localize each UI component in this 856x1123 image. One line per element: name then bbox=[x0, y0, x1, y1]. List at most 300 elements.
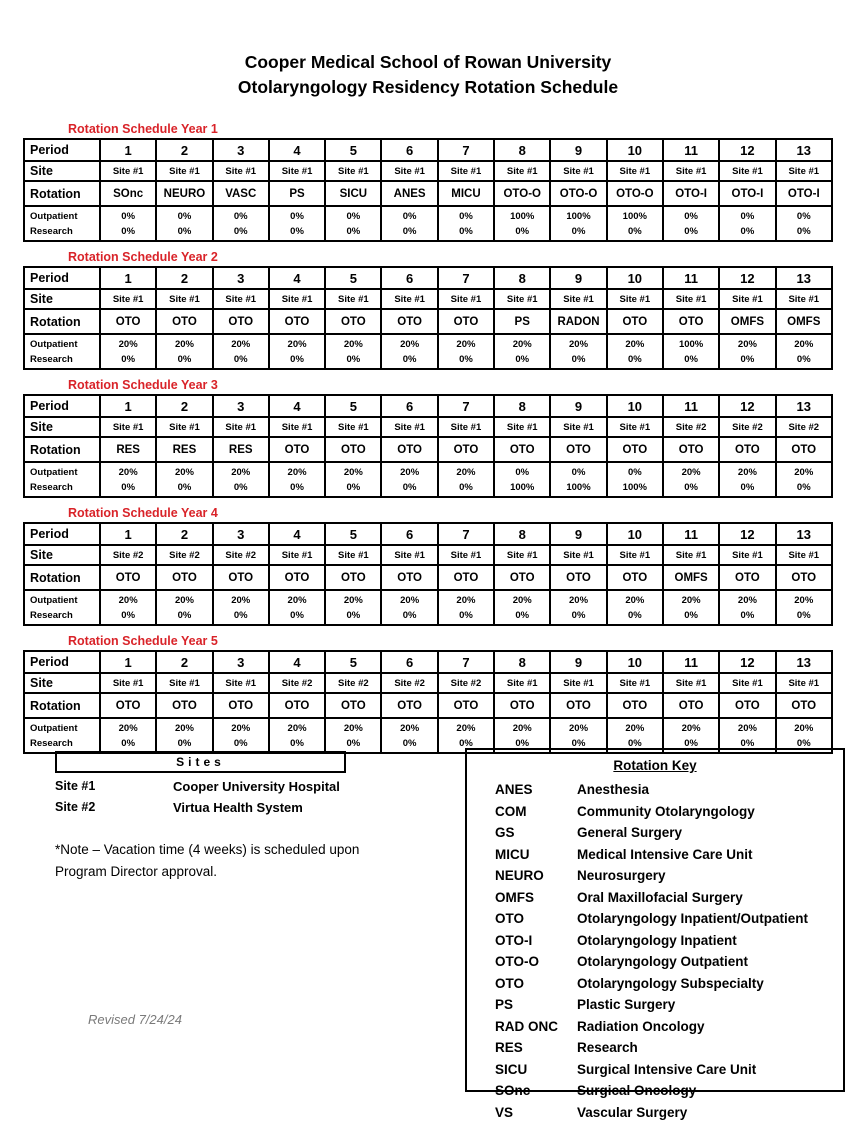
rotation-cell: OTO bbox=[776, 565, 832, 590]
site-cell: Site #1 bbox=[607, 673, 663, 693]
rotation-cell: RADON bbox=[550, 309, 606, 334]
rotation-cell: NEURO bbox=[156, 181, 212, 206]
site-cell: Site #1 bbox=[776, 161, 832, 181]
rotation-label: Rotation bbox=[24, 437, 100, 462]
period-label: Period bbox=[24, 395, 100, 417]
period-cell: 3 bbox=[213, 139, 269, 161]
percent-cell: 20% 0% bbox=[663, 590, 719, 625]
sites-section bbox=[55, 751, 395, 883]
site-cell: Site #2 bbox=[269, 673, 325, 693]
rotation-key-abbr: ANES bbox=[495, 779, 577, 801]
rotation-schedule-year-2-table bbox=[23, 266, 833, 370]
rotation-key-desc: Radiation Oncology bbox=[577, 1016, 705, 1038]
site-cell: Site #1 bbox=[381, 545, 437, 565]
percent-cell: 20% 0% bbox=[494, 718, 550, 753]
rotation-schedule-year-3-section bbox=[23, 378, 833, 498]
period-cell: 8 bbox=[494, 651, 550, 673]
site-cell: Site #1 bbox=[550, 161, 606, 181]
site-cell: Site #1 bbox=[663, 545, 719, 565]
rotation-key-entry bbox=[495, 994, 843, 1016]
rotation-schedule-year-2-section bbox=[23, 250, 833, 370]
rotation-key-desc: Anesthesia bbox=[577, 779, 649, 801]
site-cell: Site #1 bbox=[494, 417, 550, 437]
site-cell: Site #1 bbox=[100, 289, 156, 309]
period-cell: 2 bbox=[156, 139, 212, 161]
period-cell: 4 bbox=[269, 139, 325, 161]
rotation-key-abbr: OTO bbox=[495, 908, 577, 930]
site-cell: Site #2 bbox=[156, 545, 212, 565]
percent-cell: 0% 0% bbox=[213, 206, 269, 241]
site-cell: Site #1 bbox=[325, 289, 381, 309]
period-cell: 6 bbox=[381, 523, 437, 545]
rotation-key-entry bbox=[495, 887, 843, 909]
percent-cell: 20% 0% bbox=[325, 590, 381, 625]
percent-cell: 20% 0% bbox=[269, 334, 325, 369]
rotation-key-abbr: RAD ONC bbox=[495, 1016, 577, 1038]
rotation-key-desc: Plastic Surgery bbox=[577, 994, 675, 1016]
sites-list bbox=[55, 779, 395, 815]
period-cell: 4 bbox=[269, 523, 325, 545]
sites-box-header: Sites bbox=[55, 751, 346, 773]
rotation-key-entry bbox=[495, 1016, 843, 1038]
percent-cell: 20% 0% bbox=[269, 718, 325, 753]
rotation-key-entry bbox=[495, 1080, 843, 1102]
outpatient-research-label: Outpatient Research bbox=[24, 462, 100, 497]
vacation-note: *Note – Vacation time (4 weeks) is scheduled upon Program Director approval. bbox=[55, 839, 365, 883]
rotation-key-desc: Otolaryngology Subspecialty bbox=[577, 973, 764, 995]
period-label: Period bbox=[24, 651, 100, 673]
period-cell: 9 bbox=[550, 267, 606, 289]
rotation-cell: OTO bbox=[156, 565, 212, 590]
rotation-key-desc: Oral Maxillofacial Surgery bbox=[577, 887, 743, 909]
rotation-cell: OTO bbox=[156, 309, 212, 334]
period-cell: 12 bbox=[719, 395, 775, 417]
rotation-cell: VASC bbox=[213, 181, 269, 206]
rotation-key-desc: Otolaryngology Outpatient bbox=[577, 951, 748, 973]
percent-cell: 20% 0% bbox=[269, 462, 325, 497]
site-cell: Site #2 bbox=[719, 417, 775, 437]
site-cell: Site #1 bbox=[494, 673, 550, 693]
percent-cell: 20% 0% bbox=[156, 334, 212, 369]
rotation-schedule-year-3-table bbox=[23, 394, 833, 498]
site-entry bbox=[55, 800, 395, 815]
period-cell: 6 bbox=[381, 651, 437, 673]
percent-cell: 20% 0% bbox=[438, 334, 494, 369]
percent-cell: 0% 0% bbox=[381, 206, 437, 241]
percent-cell: 20% 0% bbox=[438, 462, 494, 497]
rotation-cell: OTO-I bbox=[776, 181, 832, 206]
percent-cell: 20% 0% bbox=[325, 718, 381, 753]
rotation-cell: OTO bbox=[719, 693, 775, 718]
rotation-cell: OTO bbox=[381, 693, 437, 718]
site-cell: Site #1 bbox=[494, 161, 550, 181]
percent-cell: 20% 0% bbox=[381, 590, 437, 625]
rotation-cell: OTO-I bbox=[663, 181, 719, 206]
rotation-schedule-year-5-heading: Rotation Schedule Year 5 bbox=[68, 634, 833, 648]
rotation-cell: OTO bbox=[607, 437, 663, 462]
percent-cell: 0% 100% bbox=[550, 462, 606, 497]
period-cell: 4 bbox=[269, 395, 325, 417]
rotation-cell: OTO bbox=[607, 309, 663, 334]
percent-cell: 20% 0% bbox=[100, 718, 156, 753]
site-cell: Site #1 bbox=[663, 289, 719, 309]
site-cell: Site #1 bbox=[438, 161, 494, 181]
period-label: Period bbox=[24, 267, 100, 289]
period-cell: 5 bbox=[325, 267, 381, 289]
rotation-key-abbr: MICU bbox=[495, 844, 577, 866]
period-cell: 5 bbox=[325, 395, 381, 417]
rotation-key-abbr: OTO bbox=[495, 973, 577, 995]
rotation-cell: OTO bbox=[607, 565, 663, 590]
site-entry-name: Cooper University Hospital bbox=[173, 779, 340, 794]
site-cell: Site #1 bbox=[156, 673, 212, 693]
rotation-cell: OTO-O bbox=[607, 181, 663, 206]
period-cell: 11 bbox=[663, 651, 719, 673]
rotation-cell: PS bbox=[494, 309, 550, 334]
rotation-cell: ANES bbox=[381, 181, 437, 206]
rotation-key-entry bbox=[495, 930, 843, 952]
rotation-cell: OTO bbox=[438, 309, 494, 334]
site-cell: Site #1 bbox=[213, 417, 269, 437]
site-cell: Site #1 bbox=[156, 161, 212, 181]
period-cell: 8 bbox=[494, 395, 550, 417]
site-cell: Site #1 bbox=[494, 289, 550, 309]
site-cell: Site #1 bbox=[776, 545, 832, 565]
percent-cell: 20% 0% bbox=[325, 334, 381, 369]
percent-cell: 20% 0% bbox=[776, 462, 832, 497]
rotation-label: Rotation bbox=[24, 181, 100, 206]
outpatient-research-label: Outpatient Research bbox=[24, 206, 100, 241]
percent-cell: 20% 0% bbox=[438, 590, 494, 625]
rotation-cell: OTO bbox=[213, 309, 269, 334]
site-cell: Site #1 bbox=[438, 545, 494, 565]
rotation-cell: OTO bbox=[325, 309, 381, 334]
period-cell: 3 bbox=[213, 395, 269, 417]
site-cell: Site #2 bbox=[213, 545, 269, 565]
percent-cell: 0% 100% bbox=[607, 462, 663, 497]
site-label: Site bbox=[24, 289, 100, 309]
percent-cell: 20% 0% bbox=[719, 334, 775, 369]
site-entry bbox=[55, 779, 395, 794]
rotation-cell: OTO bbox=[325, 437, 381, 462]
site-cell: Site #1 bbox=[269, 161, 325, 181]
site-cell: Site #1 bbox=[269, 289, 325, 309]
site-cell: Site #2 bbox=[438, 673, 494, 693]
site-cell: Site #1 bbox=[100, 673, 156, 693]
rotation-key-entry bbox=[495, 779, 843, 801]
rotation-cell: OTO bbox=[494, 565, 550, 590]
period-cell: 6 bbox=[381, 395, 437, 417]
rotation-key-list bbox=[495, 779, 843, 1123]
rotation-key-desc: Surgical Oncology bbox=[577, 1080, 696, 1102]
site-cell: Site #2 bbox=[663, 417, 719, 437]
period-cell: 5 bbox=[325, 651, 381, 673]
period-cell: 9 bbox=[550, 395, 606, 417]
revision-date: Revised 7/24/24 bbox=[88, 1012, 182, 1027]
site-cell: Site #1 bbox=[438, 417, 494, 437]
rotation-schedule-year-4-table bbox=[23, 522, 833, 626]
period-cell: 7 bbox=[438, 395, 494, 417]
percent-cell: 20% 0% bbox=[776, 718, 832, 753]
site-cell: Site #1 bbox=[719, 545, 775, 565]
rotation-key-desc: Surgical Intensive Care Unit bbox=[577, 1059, 756, 1081]
rotation-cell: OTO bbox=[269, 309, 325, 334]
rotation-cell: OTO bbox=[663, 693, 719, 718]
rotation-key-box bbox=[465, 748, 845, 1092]
period-cell: 7 bbox=[438, 139, 494, 161]
period-cell: 12 bbox=[719, 139, 775, 161]
rotation-key-abbr: GS bbox=[495, 822, 577, 844]
period-cell: 11 bbox=[663, 267, 719, 289]
site-cell: Site #1 bbox=[325, 417, 381, 437]
rotation-key-desc: Neurosurgery bbox=[577, 865, 666, 887]
rotation-key-desc: General Surgery bbox=[577, 822, 682, 844]
period-cell: 10 bbox=[607, 651, 663, 673]
period-cell: 13 bbox=[776, 267, 832, 289]
percent-cell: 20% 0% bbox=[381, 462, 437, 497]
rotation-cell: MICU bbox=[438, 181, 494, 206]
percent-cell: 20% 0% bbox=[776, 334, 832, 369]
period-label: Period bbox=[24, 523, 100, 545]
rotation-key-desc: Research bbox=[577, 1037, 638, 1059]
percent-cell: 20% 0% bbox=[494, 590, 550, 625]
rotation-cell: OMFS bbox=[776, 309, 832, 334]
period-label: Period bbox=[24, 139, 100, 161]
percent-cell: 20% 0% bbox=[213, 590, 269, 625]
rotation-key-entry bbox=[495, 822, 843, 844]
site-cell: Site #1 bbox=[213, 673, 269, 693]
rotation-schedule-year-3-heading: Rotation Schedule Year 3 bbox=[68, 378, 833, 392]
rotation-cell: OTO bbox=[100, 693, 156, 718]
rotation-schedule-year-1-section bbox=[23, 122, 833, 242]
period-cell: 2 bbox=[156, 651, 212, 673]
percent-cell: 0% 0% bbox=[438, 206, 494, 241]
rotation-label: Rotation bbox=[24, 693, 100, 718]
period-cell: 1 bbox=[100, 651, 156, 673]
rotation-schedule-year-4-section bbox=[23, 506, 833, 626]
period-cell: 9 bbox=[550, 651, 606, 673]
percent-cell: 20% 0% bbox=[213, 334, 269, 369]
period-cell: 10 bbox=[607, 523, 663, 545]
percent-cell: 20% 0% bbox=[776, 590, 832, 625]
period-cell: 4 bbox=[269, 267, 325, 289]
period-cell: 2 bbox=[156, 395, 212, 417]
rotation-key-entry bbox=[495, 865, 843, 887]
period-cell: 6 bbox=[381, 267, 437, 289]
percent-cell: 20% 0% bbox=[325, 462, 381, 497]
rotation-cell: OTO bbox=[550, 437, 606, 462]
rotation-cell: OTO bbox=[550, 565, 606, 590]
rotation-cell: OTO bbox=[776, 693, 832, 718]
period-cell: 3 bbox=[213, 523, 269, 545]
period-cell: 13 bbox=[776, 651, 832, 673]
period-cell: 12 bbox=[719, 651, 775, 673]
period-cell: 10 bbox=[607, 267, 663, 289]
rotation-cell: RES bbox=[156, 437, 212, 462]
rotation-key-abbr: OTO-I bbox=[495, 930, 577, 952]
rotation-key-entry bbox=[495, 844, 843, 866]
site-entry-label: Site #2 bbox=[55, 800, 173, 815]
percent-cell: 20% 0% bbox=[663, 718, 719, 753]
rotation-cell: OTO bbox=[663, 437, 719, 462]
percent-cell: 0% 100% bbox=[494, 462, 550, 497]
rotation-key-entry bbox=[495, 1059, 843, 1081]
site-cell: Site #1 bbox=[156, 417, 212, 437]
document-title-line2: Otolaryngology Residency Rotation Schedule bbox=[0, 75, 856, 100]
period-cell: 5 bbox=[325, 139, 381, 161]
rotation-cell: OTO bbox=[100, 565, 156, 590]
period-cell: 8 bbox=[494, 267, 550, 289]
rotation-key-abbr: VS bbox=[495, 1102, 577, 1123]
site-cell: Site #1 bbox=[325, 545, 381, 565]
rotation-key-desc: Medical Intensive Care Unit bbox=[577, 844, 753, 866]
percent-cell: 20% 0% bbox=[719, 462, 775, 497]
site-cell: Site #1 bbox=[494, 545, 550, 565]
rotation-cell: OTO-O bbox=[494, 181, 550, 206]
rotation-cell: OTO bbox=[381, 565, 437, 590]
period-cell: 13 bbox=[776, 395, 832, 417]
rotation-cell: OTO bbox=[494, 437, 550, 462]
rotation-key-abbr: RES bbox=[495, 1037, 577, 1059]
rotation-key-entry bbox=[495, 973, 843, 995]
site-cell: Site #1 bbox=[607, 289, 663, 309]
rotation-cell: OTO bbox=[269, 565, 325, 590]
site-cell: Site #1 bbox=[381, 417, 437, 437]
site-cell: Site #1 bbox=[719, 673, 775, 693]
rotation-cell: SICU bbox=[325, 181, 381, 206]
rotation-cell: OTO-I bbox=[719, 181, 775, 206]
site-cell: Site #1 bbox=[100, 417, 156, 437]
rotation-cell: OTO bbox=[663, 309, 719, 334]
site-cell: Site #1 bbox=[607, 161, 663, 181]
site-cell: Site #1 bbox=[438, 289, 494, 309]
percent-cell: 20% 0% bbox=[156, 462, 212, 497]
percent-cell: 20% 0% bbox=[156, 590, 212, 625]
rotation-key-entry bbox=[495, 908, 843, 930]
percent-cell: 20% 0% bbox=[550, 718, 606, 753]
period-cell: 2 bbox=[156, 267, 212, 289]
period-cell: 11 bbox=[663, 523, 719, 545]
site-cell: Site #1 bbox=[663, 673, 719, 693]
site-cell: Site #2 bbox=[381, 673, 437, 693]
percent-cell: 20% 0% bbox=[550, 590, 606, 625]
period-cell: 5 bbox=[325, 523, 381, 545]
period-cell: 8 bbox=[494, 139, 550, 161]
rotation-cell: RES bbox=[213, 437, 269, 462]
outpatient-research-label: Outpatient Research bbox=[24, 334, 100, 369]
site-label: Site bbox=[24, 161, 100, 181]
percent-cell: 0% 0% bbox=[776, 206, 832, 241]
outpatient-research-label: Outpatient Research bbox=[24, 718, 100, 753]
rotation-key-entry bbox=[495, 1037, 843, 1059]
period-cell: 10 bbox=[607, 395, 663, 417]
rotation-cell: OTO bbox=[719, 437, 775, 462]
rotation-schedule-year-1-table bbox=[23, 138, 833, 242]
rotation-cell: OTO bbox=[550, 693, 606, 718]
percent-cell: 20% 0% bbox=[607, 590, 663, 625]
percent-cell: 20% 0% bbox=[156, 718, 212, 753]
percent-cell: 0% 0% bbox=[325, 206, 381, 241]
percent-cell: 20% 0% bbox=[719, 718, 775, 753]
rotation-schedule-year-5-table bbox=[23, 650, 833, 754]
percent-cell: 20% 0% bbox=[550, 334, 606, 369]
rotation-cell: OTO bbox=[325, 693, 381, 718]
site-cell: Site #2 bbox=[776, 417, 832, 437]
rotation-cell: OTO bbox=[156, 693, 212, 718]
percent-cell: 20% 0% bbox=[269, 590, 325, 625]
site-cell: Site #1 bbox=[550, 673, 606, 693]
period-cell: 13 bbox=[776, 523, 832, 545]
site-entry-name: Virtua Health System bbox=[173, 800, 303, 815]
rotation-cell: OTO bbox=[381, 437, 437, 462]
rotation-cell: SOnc bbox=[100, 181, 156, 206]
rotation-cell: OMFS bbox=[663, 565, 719, 590]
percent-cell: 20% 0% bbox=[100, 334, 156, 369]
rotation-cell: OTO bbox=[438, 565, 494, 590]
rotation-schedule-year-1-heading: Rotation Schedule Year 1 bbox=[68, 122, 833, 136]
percent-cell: 100% 0% bbox=[663, 334, 719, 369]
rotation-key-desc: Community Otolaryngology bbox=[577, 801, 755, 823]
rotation-cell: OTO bbox=[269, 693, 325, 718]
percent-cell: 20% 0% bbox=[494, 334, 550, 369]
site-cell: Site #1 bbox=[100, 161, 156, 181]
rotation-cell: OTO bbox=[213, 565, 269, 590]
rotation-key-entry bbox=[495, 801, 843, 823]
document-title-line1: Cooper Medical School of Rowan University bbox=[0, 50, 856, 75]
percent-cell: 20% 0% bbox=[381, 718, 437, 753]
period-cell: 6 bbox=[381, 139, 437, 161]
period-cell: 2 bbox=[156, 523, 212, 545]
percent-cell: 100% 0% bbox=[550, 206, 606, 241]
rotation-key-entry bbox=[495, 1102, 843, 1123]
percent-cell: 0% 0% bbox=[156, 206, 212, 241]
rotation-cell: OTO bbox=[269, 437, 325, 462]
period-cell: 3 bbox=[213, 651, 269, 673]
period-cell: 1 bbox=[100, 267, 156, 289]
site-label: Site bbox=[24, 417, 100, 437]
period-cell: 12 bbox=[719, 267, 775, 289]
site-cell: Site #1 bbox=[325, 161, 381, 181]
rotation-schedule-year-2-heading: Rotation Schedule Year 2 bbox=[68, 250, 833, 264]
site-label: Site bbox=[24, 673, 100, 693]
site-cell: Site #1 bbox=[776, 289, 832, 309]
period-cell: 12 bbox=[719, 523, 775, 545]
rotation-schedule-year-5-section bbox=[23, 634, 833, 754]
site-cell: Site #1 bbox=[550, 545, 606, 565]
rotation-cell: OTO-O bbox=[550, 181, 606, 206]
rotation-key-entry bbox=[495, 951, 843, 973]
rotation-cell: OTO bbox=[381, 309, 437, 334]
site-cell: Site #1 bbox=[156, 289, 212, 309]
rotation-key-abbr: NEURO bbox=[495, 865, 577, 887]
rotation-key-abbr: SICU bbox=[495, 1059, 577, 1081]
percent-cell: 20% 0% bbox=[381, 334, 437, 369]
period-cell: 7 bbox=[438, 523, 494, 545]
percent-cell: 100% 0% bbox=[494, 206, 550, 241]
percent-cell: 20% 0% bbox=[438, 718, 494, 753]
rotation-cell: OTO bbox=[100, 309, 156, 334]
rotation-label: Rotation bbox=[24, 565, 100, 590]
site-cell: Site #2 bbox=[325, 673, 381, 693]
rotation-schedule-year-4-heading: Rotation Schedule Year 4 bbox=[68, 506, 833, 520]
rotation-cell: OTO bbox=[607, 693, 663, 718]
rotation-cell: RES bbox=[100, 437, 156, 462]
rotation-key-abbr: OMFS bbox=[495, 887, 577, 909]
site-cell: Site #1 bbox=[213, 289, 269, 309]
site-cell: Site #1 bbox=[776, 673, 832, 693]
period-cell: 3 bbox=[213, 267, 269, 289]
rotation-cell: OTO bbox=[494, 693, 550, 718]
